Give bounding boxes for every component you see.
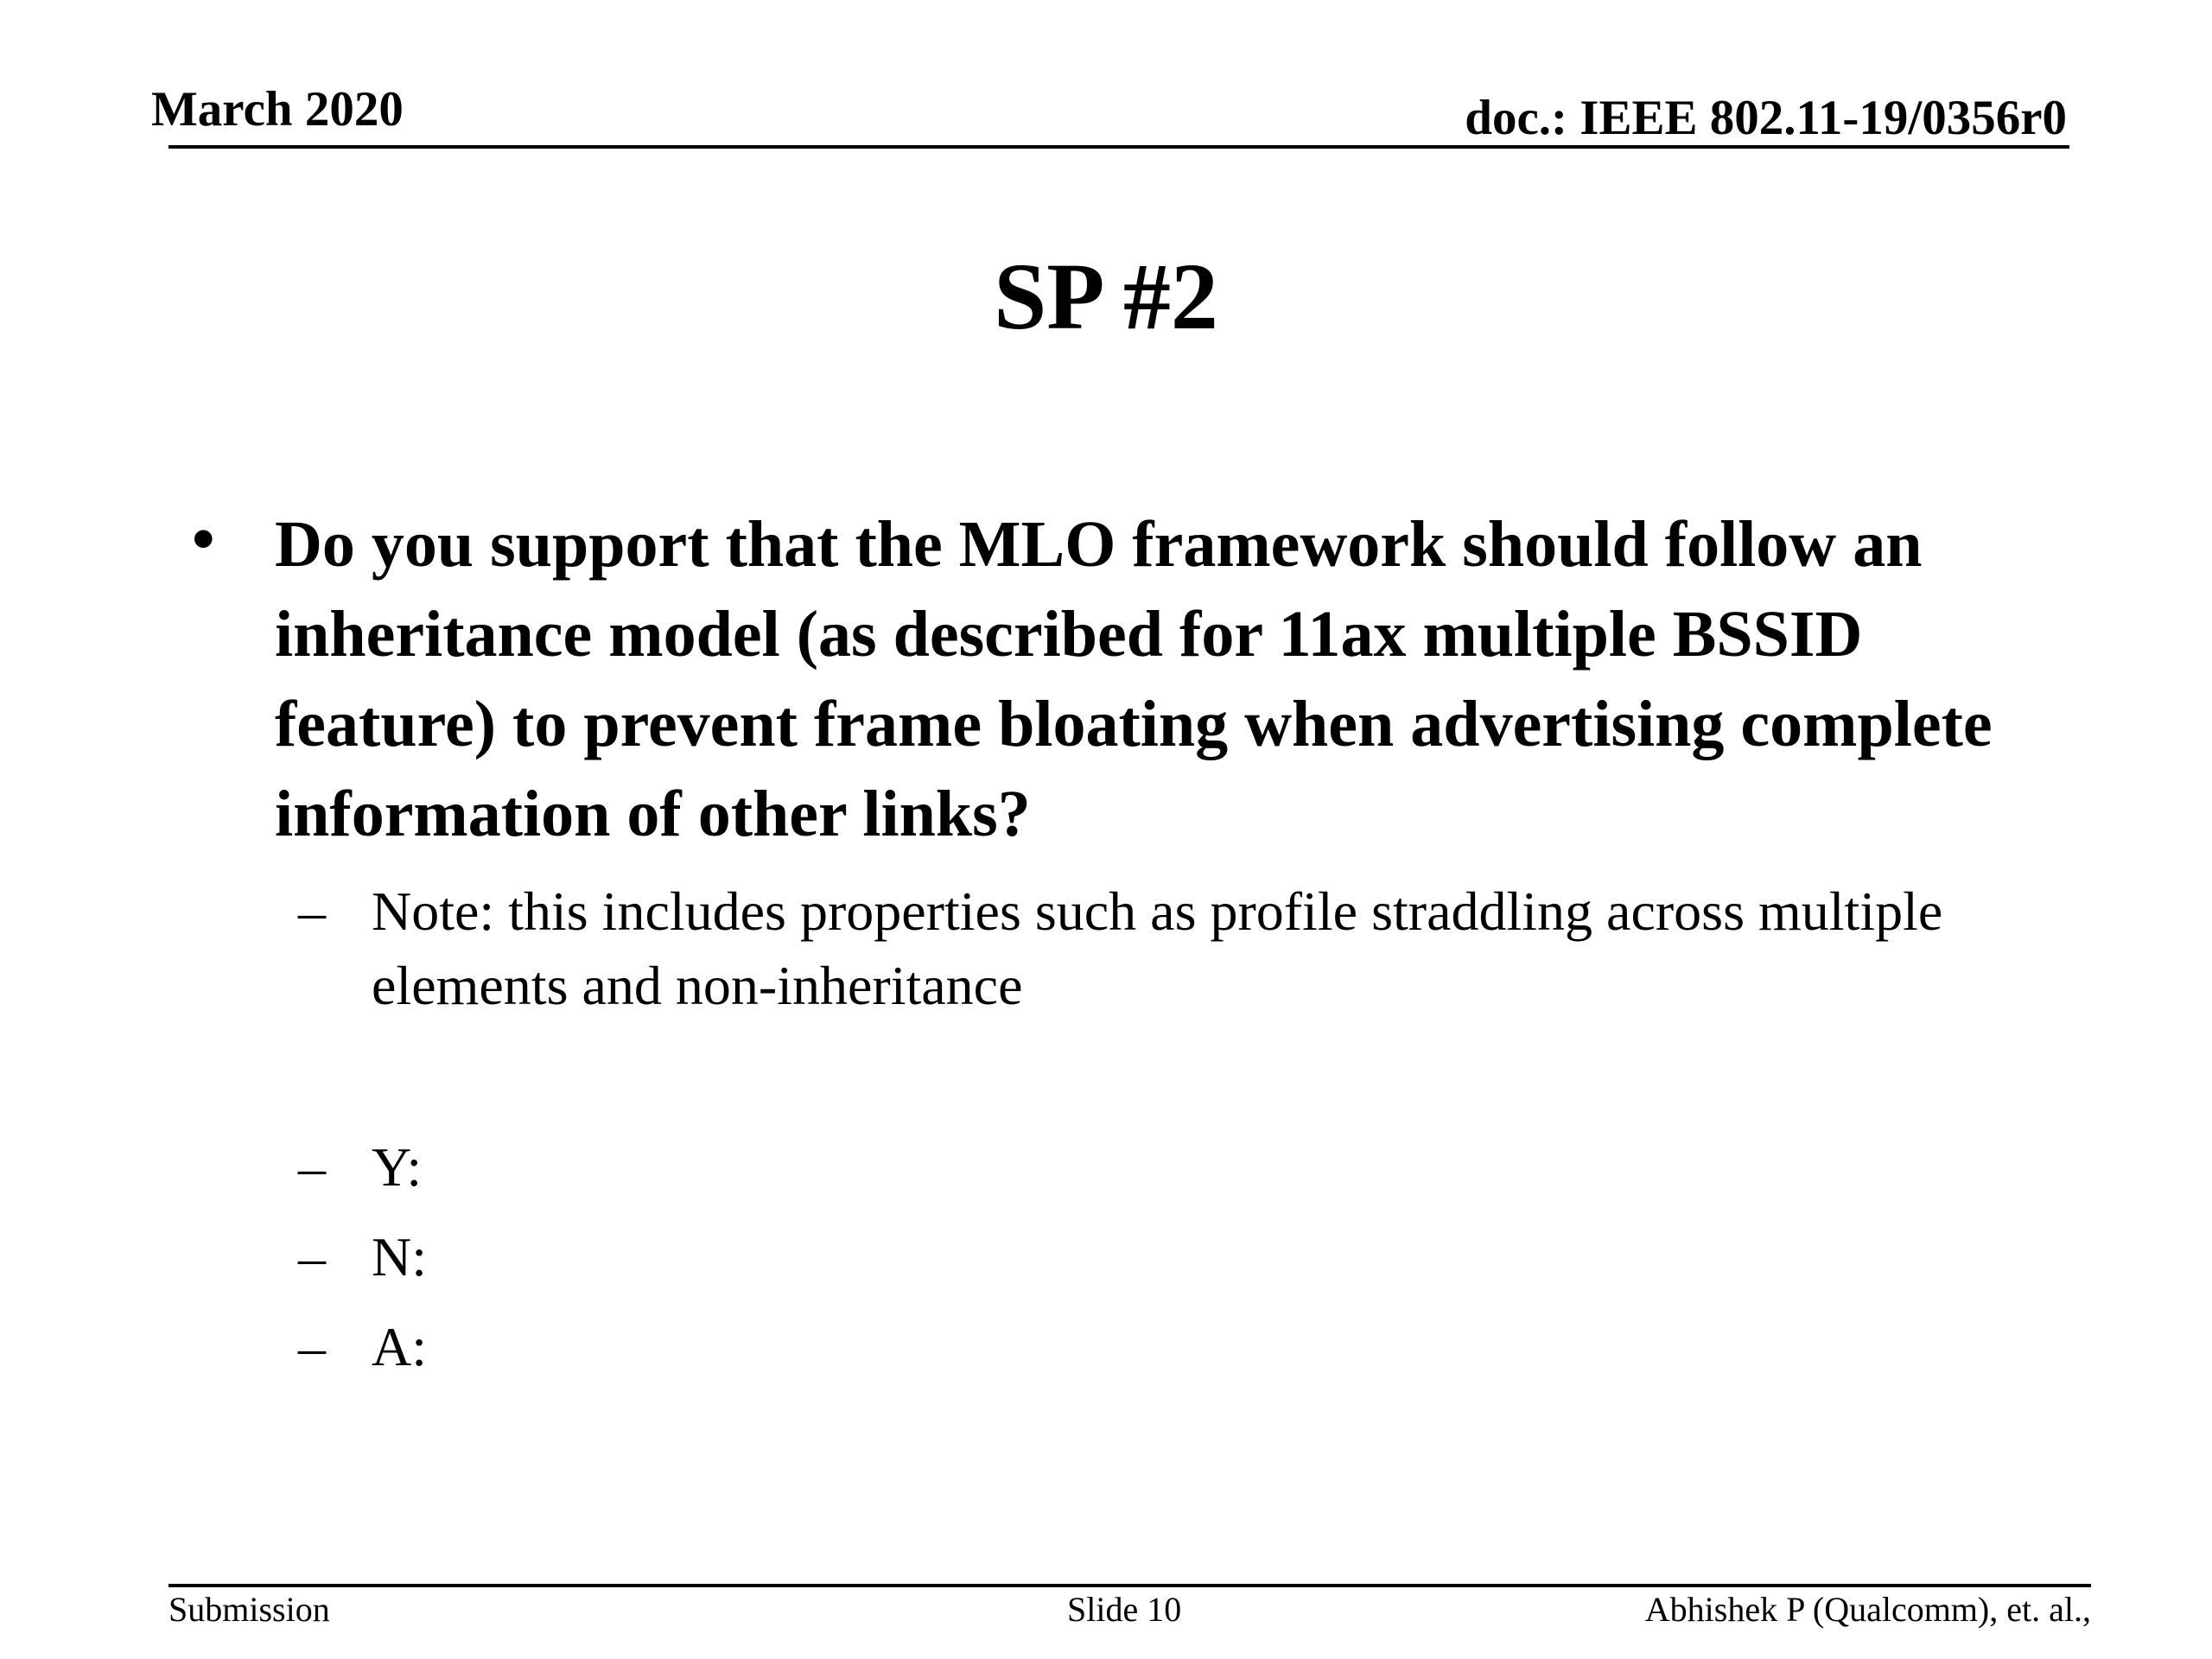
bullet-text: Do you support that the MLO framework should follow an inheritance model (as described for 11ax multiple BSSID feature) to prevent frame bloating when advertising complete information of other links? <box>275 508 1993 850</box>
header-doc-id: doc.: IEEE 802.11-19/0356r0 <box>1465 91 2067 145</box>
sub-bullet-marker: – <box>298 1136 326 1198</box>
footer-slide-number: Slide 10 <box>1067 1590 1182 1629</box>
bullet-marker: • <box>192 503 215 575</box>
sub-bullet-text: A: <box>372 1316 427 1377</box>
footer-submission: Submission <box>168 1590 330 1629</box>
sub-bullet-marker: – <box>298 1316 326 1377</box>
sub-bullet-text: Note: this includes properties such as profile straddling across multiple elements and non-inheritance <box>372 880 1943 1016</box>
footer-divider <box>168 1584 2091 1587</box>
sub-bullet-text: N: <box>372 1226 427 1287</box>
header-divider <box>168 145 2069 149</box>
slide-title: SP #2 <box>994 244 1218 349</box>
sub-bullet-text: Y: <box>372 1136 423 1198</box>
header-date: March 2020 <box>151 82 404 137</box>
footer-author: Abhishek P (Qualcomm), et. al., <box>1644 1590 2091 1629</box>
sub-bullet-marker: – <box>298 880 326 942</box>
sub-bullet-marker: – <box>298 1226 326 1287</box>
